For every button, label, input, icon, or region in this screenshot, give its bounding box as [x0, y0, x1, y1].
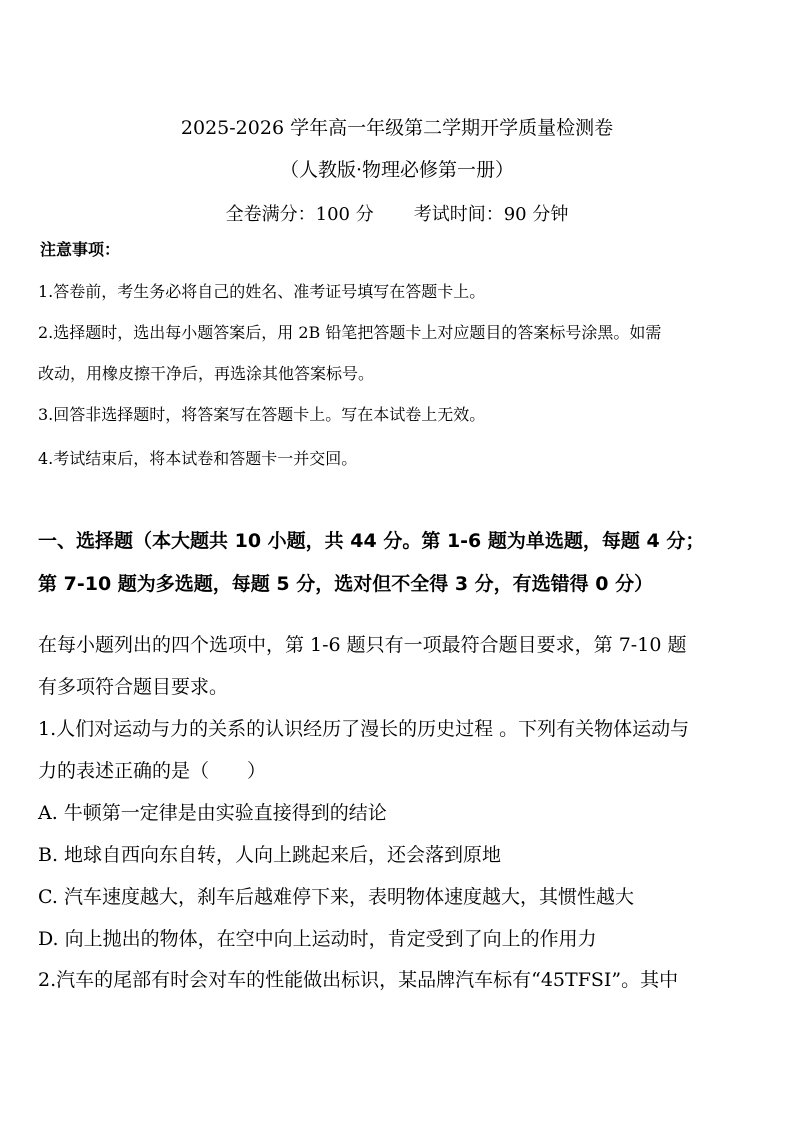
section-intro-continued: 有多项符合题目要求。: [38, 676, 229, 698]
question-2-stem: 2.汽车的尾部有时会对车的性能做出标识，某品牌汽车标有“45TFSI”。其中: [38, 969, 679, 991]
question-1-stem: 1.人们对运动与力的关系的认识经历了漫长的历史过程 。下列有关物体运动与: [38, 718, 690, 740]
notice-heading: 注意事项：: [40, 240, 121, 259]
exam-time: 考试时间：90 分钟: [413, 204, 569, 225]
section-intro: 在每小题列出的四个选项中，第 1-6 题只有一项最符合题目要求，第 7-10 题: [38, 634, 687, 656]
notice-item: 4.考试结束后，将本试卷和答题卡一并交回。: [38, 449, 358, 468]
exam-title: 2025-2026 学年高一年级第二学期开学质量检测卷: [180, 117, 614, 139]
exam-subtitle: （人教版·物理必修第一册）: [279, 159, 515, 181]
question-1-stem-continued: 力的表述正确的是（ ）: [38, 760, 267, 782]
question-1-option-b: B. 地球自西向东自转，人向上跳起来后，还会落到原地: [38, 844, 502, 866]
section-heading: 一、选择题（本大题共 10 小题，共 44 分。第 1-6 题为单选题，每题 4 分；: [38, 530, 705, 552]
notice-item-continued: 改动，用橡皮擦干净后，再选涂其他答案标号。: [38, 364, 375, 383]
total-score: 全卷满分：100 分: [225, 204, 374, 225]
question-1-option-d: D. 向上抛出的物体，在空中向上运动时，肯定受到了向上的作用力: [38, 928, 597, 950]
section-heading-continued: 第 7-10 题为多选题，每题 5 分，选对但不全得 3 分，有选错得 0 分）: [38, 573, 654, 595]
question-1-option-c: C. 汽车速度越大，刹车后越难停下来，表明物体速度越大，其惯性越大: [38, 886, 634, 908]
question-1-option-a: A. 牛顿第一定律是由实验直接得到的结论: [38, 802, 387, 824]
exam-info: [0, 203, 794, 227]
notice-item: 2.选择题时，选出每小题答案后，用 2B 铅笔把答题卡上对应题目的答案标号涂黑。如需: [38, 323, 662, 342]
notice-item: 1.答卷前，考生务必将自己的姓名、准考证号填写在答题卡上。: [38, 282, 486, 301]
notice-item: 3.回答非选择题时，将答案写在答题卡上。写在本试卷上无效。: [38, 405, 486, 424]
